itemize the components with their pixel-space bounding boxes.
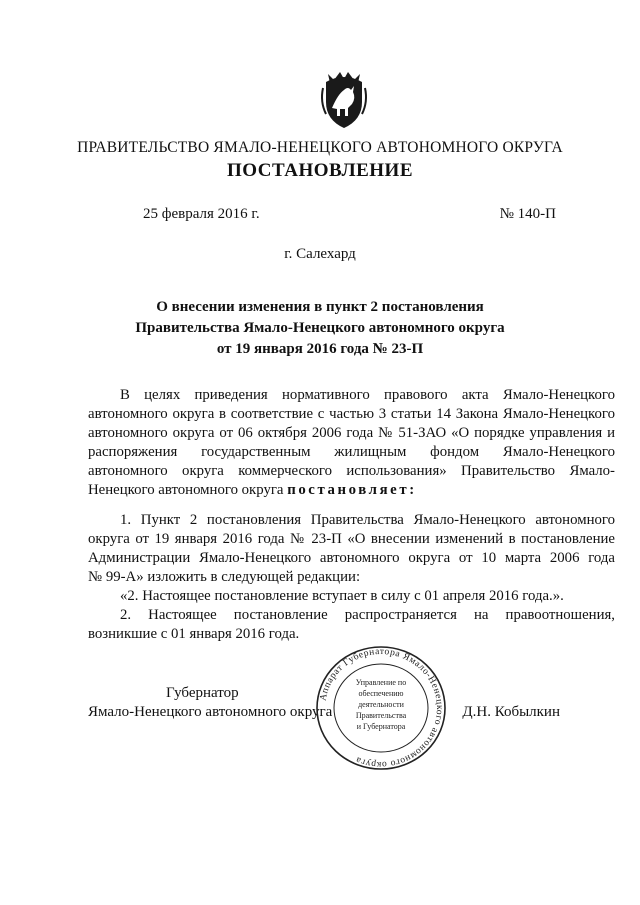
paragraph-line: автономного округа в соответствие с частью 3 статьи 14 Закона Ямало-Ненецкого <box>88 406 615 422</box>
document-type: ПОСТАНОВЛЕНИЕ <box>226 160 414 181</box>
paragraph-line <box>88 481 615 500</box>
stamp-inner-line: и Губернатора <box>356 722 406 731</box>
paragraph-line: Администрации Ямало-Ненецкого автономного округа от 10 марта 2006 года <box>88 550 615 566</box>
paragraph-line: № 99-А» изложить в следующей редакции: <box>88 569 361 585</box>
document-date: 25 февраля 2016 г. <box>143 206 260 222</box>
resolves-word: постановляет: <box>287 482 417 498</box>
subject-line: Правительства Ямало-Ненецкого автономного округа <box>135 320 505 336</box>
stamp-inner-line: обеспечению <box>358 689 404 698</box>
paragraph-line: округа от 19 января 2016 года № 23-П «О внесении изменений в постановление <box>88 531 615 547</box>
subject-line: О внесении изменения в пункт 2 постановления <box>156 299 484 315</box>
resolution-items <box>88 511 615 644</box>
document-city: г. Салехард <box>284 246 356 262</box>
paragraph-line: автономного округа коммерческого использования» Правительство Ямало- <box>88 463 615 479</box>
stamp-seal <box>314 644 448 772</box>
crest-icon <box>318 68 370 130</box>
paragraph-line: 1. Пункт 2 постановления Правительства Ямало-Ненецкого автономного <box>120 512 615 528</box>
stamp-inner-line: Управление по <box>355 678 407 687</box>
paragraph-text: Ненецкого автономного округа <box>88 482 288 498</box>
stamp-outer-text: Аппарат Губернатора Ямало-Ненецкого автономного округа <box>318 646 445 770</box>
paragraph-line: распоряжения государственным жилищным фондом Ямало-Ненецкого <box>88 444 615 460</box>
signer-position-region: Ямало-Ненецкого автономного округа <box>88 704 333 720</box>
signer-position: Губернатор <box>166 685 239 701</box>
document-number: № 140-П <box>499 206 556 222</box>
stamp-inner-line: деятельности <box>358 700 404 709</box>
subject-line: от 19 января 2016 года № 23-П <box>216 341 424 357</box>
paragraph-line: возникшие с 01 января 2016 года. <box>88 626 300 642</box>
paragraph-line: В целях приведения нормативного правового акта Ямало-Ненецкого <box>120 387 615 403</box>
document-subject <box>0 297 640 360</box>
stamp-inner-line: Правительства <box>355 711 407 720</box>
signer-name: Д.Н. Кобылкин <box>462 704 560 720</box>
preamble-paragraph <box>88 386 615 500</box>
paragraph-line: автономного округа от 06 октября 2006 года № 51-ЗАО «О порядке управления и <box>88 425 615 441</box>
paragraph-line: 2. Настоящее постановление распространяется на правоотношения, <box>120 607 615 623</box>
quoted-amendment: «2. Настоящее постановление вступает в силу с 01 апреля 2016 года.». <box>120 588 564 604</box>
government-title: ПРАВИТЕЛЬСТВО ЯМАЛО-НЕНЕЦКОГО АВТОНОМНОГО ОКРУГА <box>77 139 563 156</box>
